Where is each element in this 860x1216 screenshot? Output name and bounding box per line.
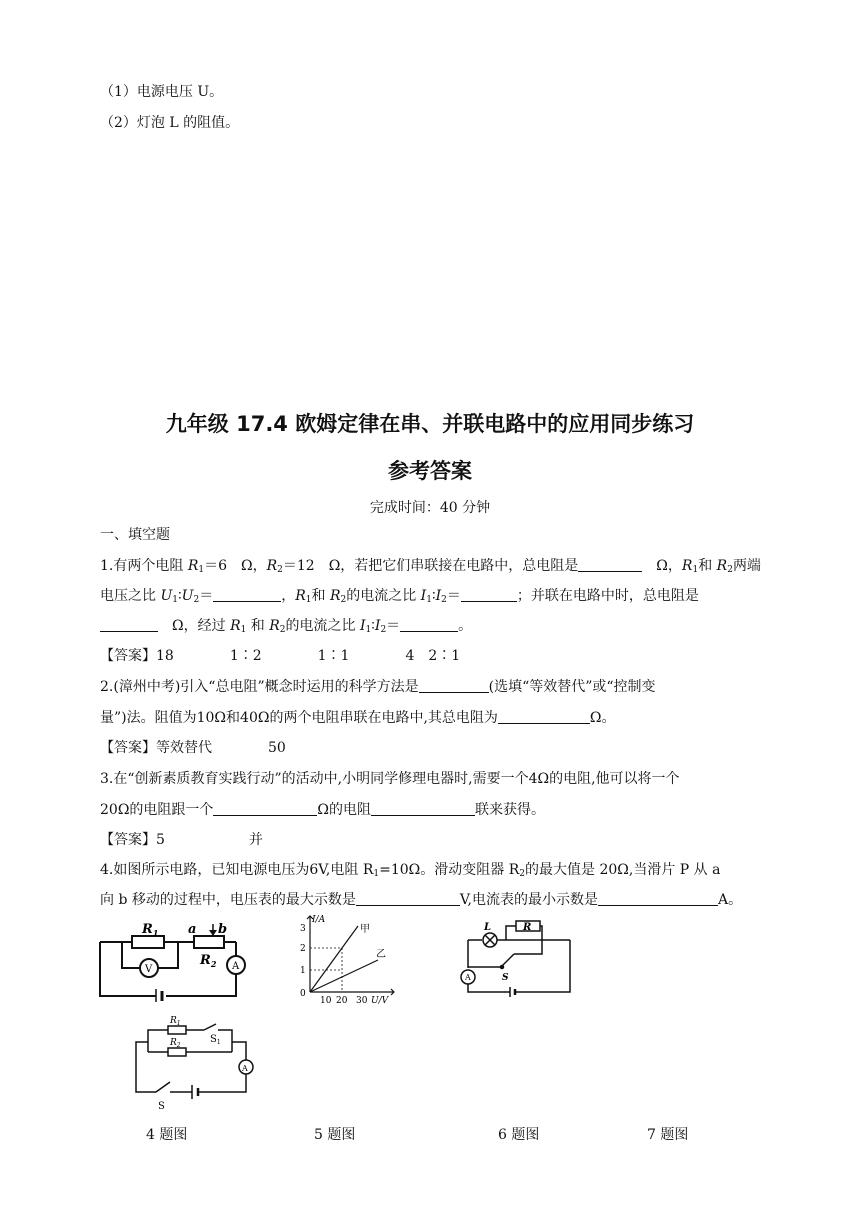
q2-line-2: 量”)法。阻值为10Ω和40Ω的两个电阻串联在电路中,其总电阻为 Ω。 <box>100 710 616 726</box>
fig4-ammeter-label: A <box>232 961 240 972</box>
q2-answer: 【答案】等效替代 50 <box>100 740 286 756</box>
q3-blank-1[interactable] <box>213 801 317 816</box>
fig5-xtick-20: 20 <box>336 996 348 1004</box>
completion-time: 完成时间：40 分钟 <box>369 500 491 516</box>
q4-line-1: 4.如图所示电路，已知电源电压为6V,电阻 $R_1=10\Omega$。滑动变阻器 $R_2$的最大值是 20Ω,当滑片 P 从 a <box>100 862 721 879</box>
question-part-2: （2）灯泡 L 的阻值。 <box>100 115 240 131</box>
fig5-ytick-1: 1 <box>300 966 306 976</box>
q1-line-1: 1.有两个电阻 $R_1=6$ Ω，$R_2=12$ Ω，若把它们串联接在电路中，总电阻是 Ω，$R_1$和 $R_2$两端 <box>100 558 761 575</box>
q3-blank-2[interactable] <box>371 801 475 816</box>
fig5-xtick-30: 30 <box>356 996 368 1004</box>
q4-blank-2[interactable] <box>598 891 718 906</box>
fig6-ammeter-label: A <box>465 973 471 982</box>
q1-line-3: Ω，经过 $R_1$ 和 $R_2$的电流之比 $I_1∶I_2=$ 。 <box>100 615 472 641</box>
page-subtitle: 参考答案 <box>388 459 472 483</box>
caption-fig-5: 5 题图 <box>314 1127 356 1143</box>
fig7-r1-label: $R_1$ <box>170 1016 181 1027</box>
caption-fig-7: 7 题图 <box>647 1127 689 1143</box>
figure-7-circuit <box>132 1012 260 1116</box>
fig5-xtick-10: 10 <box>320 996 332 1004</box>
fig5-y-axis-label: I/A <box>312 915 326 925</box>
fig7-s1-label: $S_1$ <box>210 1034 221 1046</box>
q3-line-2: 20Ω的电阻跟一个 Ω的电阻 联来获得。 <box>100 802 546 818</box>
figure-6-circuit <box>458 920 576 1004</box>
fig4-r1-label: $R_1$ <box>142 922 159 938</box>
fig7-r2-label: $R_2$ <box>170 1038 181 1049</box>
q1-line-2: 电压之比 $U_1∶U_2=$ ，$R_1$和 $R_2$的电流之比 $I_1∶I_2=$ ；并联在电路中时，总电阻是 <box>100 588 699 605</box>
section-heading: 一、填空题 <box>100 527 170 543</box>
q2-blank-2[interactable] <box>498 709 590 724</box>
fig5-ytick-3: 3 <box>300 924 306 934</box>
caption-fig-4: 4 题图 <box>146 1127 188 1143</box>
q3-answer: 【答案】5 并 <box>100 832 263 848</box>
fig6-lamp-label: L <box>484 922 492 933</box>
fig6-resistor-label: R <box>523 922 532 933</box>
q4-line-2: 向 b 移动的过程中，电压表的最大示数是 V,电流表的最小示数是 A。 <box>100 892 743 908</box>
page-title: 九年级 17.4 欧姆定律在串、并联电路中的应用同步练习 <box>165 412 695 436</box>
figure-5-graph <box>296 912 400 1004</box>
question-part-1: （1）电源电压 U。 <box>100 84 224 100</box>
caption-fig-6: 6 题图 <box>498 1127 540 1143</box>
fig5-ytick-0: 0 <box>300 989 306 999</box>
fig7-ammeter-label: A <box>242 1064 248 1073</box>
fig4-voltmeter-label: V <box>145 964 153 975</box>
fig5-x-axis-label: U/V <box>371 996 389 1004</box>
figure-4-circuit <box>96 918 256 1002</box>
fig4-r2-label: $R_2$ <box>200 953 217 969</box>
fig4-b-label: b <box>218 922 228 937</box>
q2-line-1: 2.(漳州中考)引入“总电阻”概念时运用的科学方法是 (选填“等效替代”或“控制变 <box>100 679 656 695</box>
fig7-s-label: S <box>158 1101 165 1112</box>
q4-blank-1[interactable] <box>356 891 460 906</box>
fig5-series-yi-label: 乙 <box>376 949 386 960</box>
q1-blank-1[interactable] <box>578 557 642 572</box>
q2-blank-1[interactable] <box>419 678 489 693</box>
q1-blank-5[interactable] <box>400 617 458 632</box>
fig5-ytick-2: 2 <box>300 944 306 954</box>
q1-blank-3[interactable] <box>461 587 517 602</box>
fig4-a-label: a <box>188 922 197 937</box>
q1-blank-2[interactable] <box>213 587 281 602</box>
q3-line-1: 3.在“创新素质教育实践行动”的活动中,小明同学修理电器时,需要一个4Ω的电阻,他可以将一个 <box>100 771 680 787</box>
q1-answer: 【答案】18 1∶2 1∶1 4 2∶1 <box>100 648 461 664</box>
fig5-series-jia-label: 甲 <box>360 924 370 935</box>
q1-blank-4[interactable] <box>100 617 158 632</box>
fig6-switch-label: S <box>502 973 509 983</box>
